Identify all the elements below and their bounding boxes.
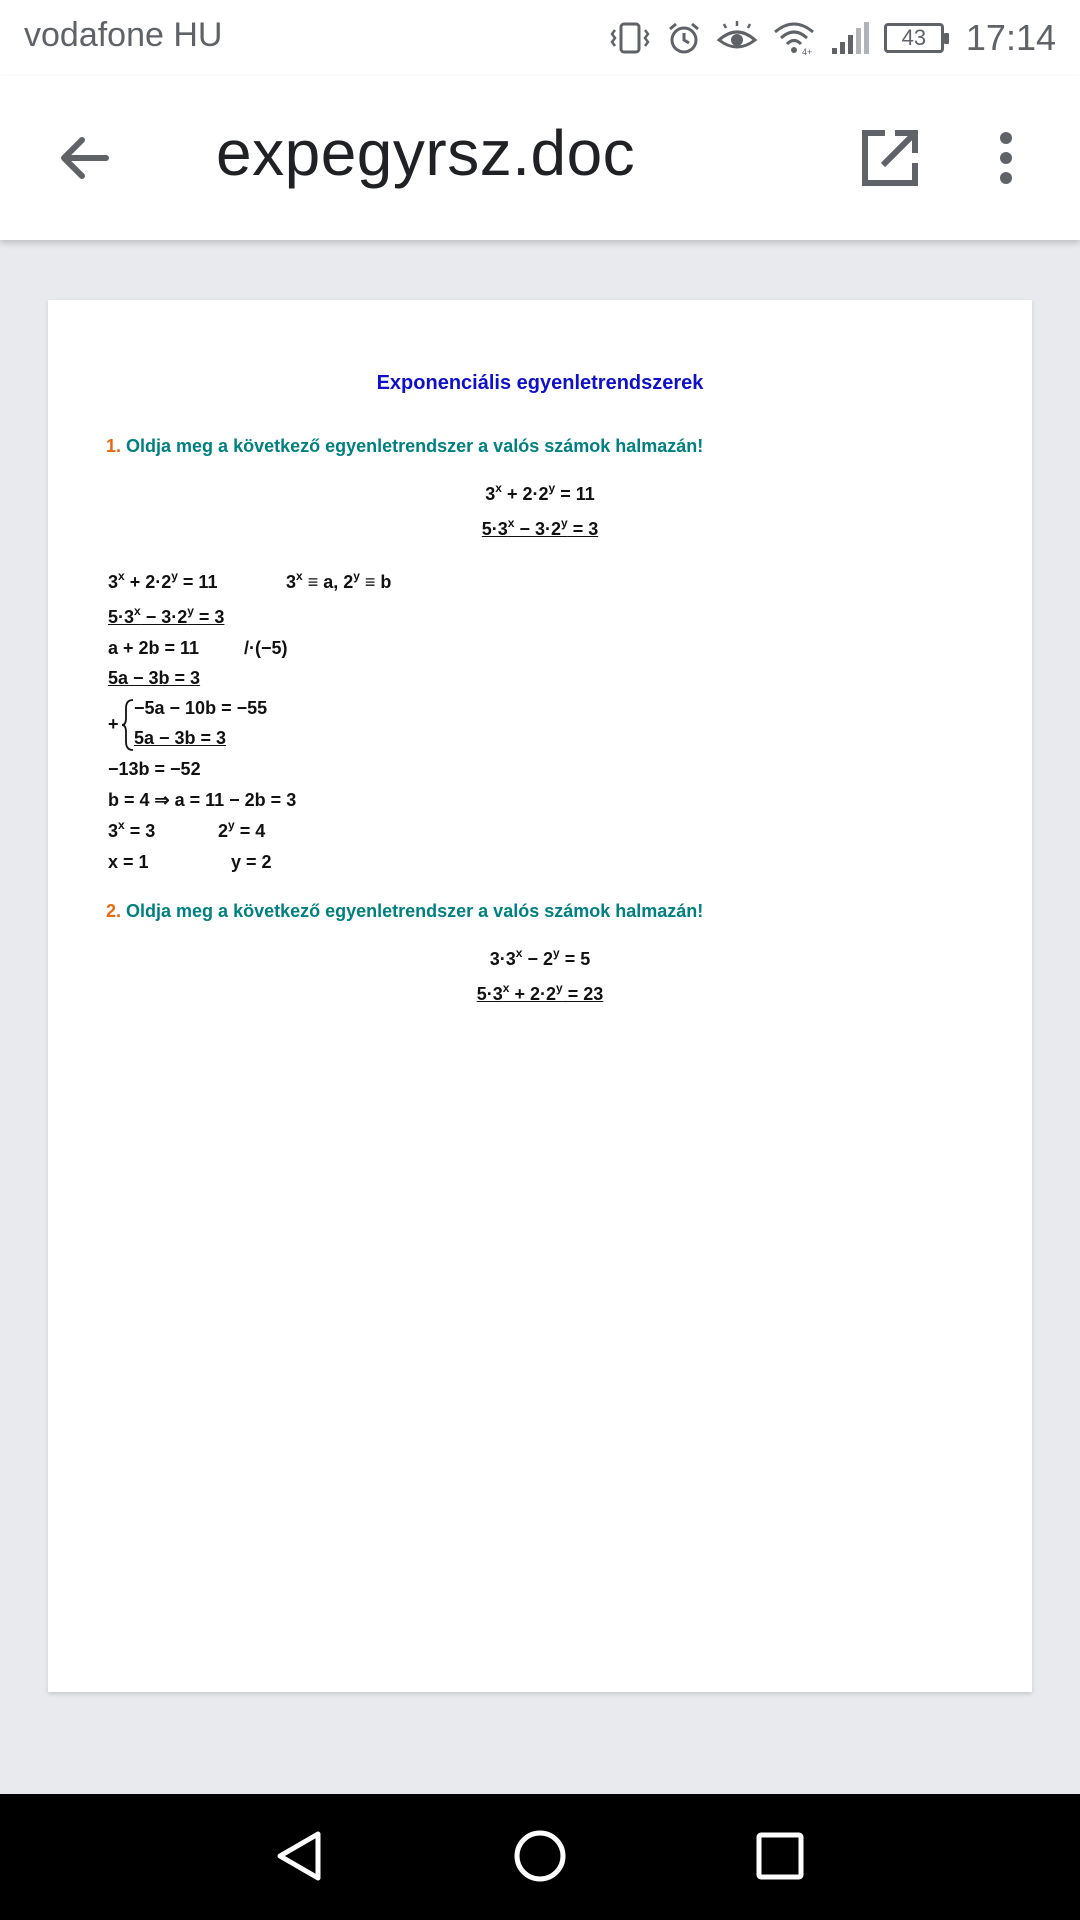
task-2-text: Oldja meg a következő egyenletrendszer a valós számok halmazán! [126, 901, 704, 921]
back-arrow-icon [56, 130, 112, 191]
document-heading: Exponenciális egyenletrendszerek [376, 372, 704, 394]
solution-result-x: x = 1 [108, 852, 149, 872]
solution-line-3-operation: /·(−5) [244, 638, 288, 658]
task-1-text: Oldja meg a következő egyenletrendszer a valós számok halmazán! [126, 436, 704, 456]
navigation-bar [0, 1794, 1080, 1920]
solution-line-5: −5a − 10b = −55 [134, 698, 268, 718]
brace-icon [121, 698, 135, 752]
eye-comfort-icon [716, 20, 758, 56]
document-title: expegyrsz.doc [216, 117, 636, 189]
solution-result-y: y = 2 [231, 852, 272, 872]
app-bar [0, 76, 1080, 240]
nav-back-icon [272, 1828, 328, 1889]
battery-icon: 43 [884, 23, 944, 53]
open-external-icon [861, 129, 919, 192]
task-2-number: 2. [106, 901, 122, 921]
carrier-name: vodafone HU [24, 16, 223, 54]
task-1 [106, 436, 703, 457]
svg-text:4+: 4+ [801, 47, 813, 56]
open-external-button[interactable] [852, 122, 928, 198]
solution-line-3: a + 2b = 11 [108, 638, 200, 658]
status-time: 17:14 [965, 17, 1056, 58]
signal-icon [830, 20, 870, 56]
solution-line-9b: $2^y = 4$ [218, 818, 266, 841]
solution-line-1: $3^x + 2\cdot 2^y = 11$ [108, 569, 218, 592]
solution-line-6: 5a − 3b = 3 [134, 728, 227, 748]
document-content [48, 300, 1032, 1692]
solution-line-8: b = 4 ⇒ a = 11 − 2b = 3 [108, 790, 297, 810]
status-icons [608, 12, 1056, 64]
task-1-system-eq2: $5\cdot 3^x - 3\cdot 2^y = 3$ [481, 516, 599, 539]
addition-sign: + [108, 714, 119, 734]
more-vert-icon [996, 130, 1016, 191]
task-1-system-eq1: $3^x + 2\cdot 2^y = 11$ [485, 481, 595, 504]
alarm-icon [666, 20, 702, 56]
solution-line-7: −13b = −52 [108, 759, 201, 779]
back-button[interactable] [46, 122, 122, 198]
nav-recents-icon [752, 1828, 808, 1889]
document-page[interactable] [48, 300, 1032, 1692]
vibrate-icon [608, 20, 652, 56]
substitution-line: $3^x \equiv a$, $2^y \equiv b$ [286, 569, 392, 592]
solution-line-9a: $3^x = 3$ [108, 818, 156, 841]
task-2 [106, 901, 703, 922]
solution-line-4: 5a − 3b = 3 [108, 668, 201, 688]
nav-home-icon [512, 1828, 568, 1889]
nav-recents-button[interactable] [738, 1816, 822, 1900]
solution-line-2: $5\cdot 3^x - 3\cdot 2^y = 3$ [108, 604, 225, 627]
task-1-number: 1. [106, 436, 122, 456]
task-2-system-eq2: $5\cdot 3^x + 2\cdot 2^y = 23$ [476, 981, 604, 1004]
nav-back-button[interactable] [258, 1816, 342, 1900]
more-options-button[interactable] [982, 122, 1030, 198]
nav-home-button[interactable] [498, 1816, 582, 1900]
status-bar [0, 0, 1080, 76]
wifi-icon [772, 20, 816, 56]
task-2-system-eq1: $3\cdot 3^x - 2^y = 5$ [489, 946, 591, 969]
